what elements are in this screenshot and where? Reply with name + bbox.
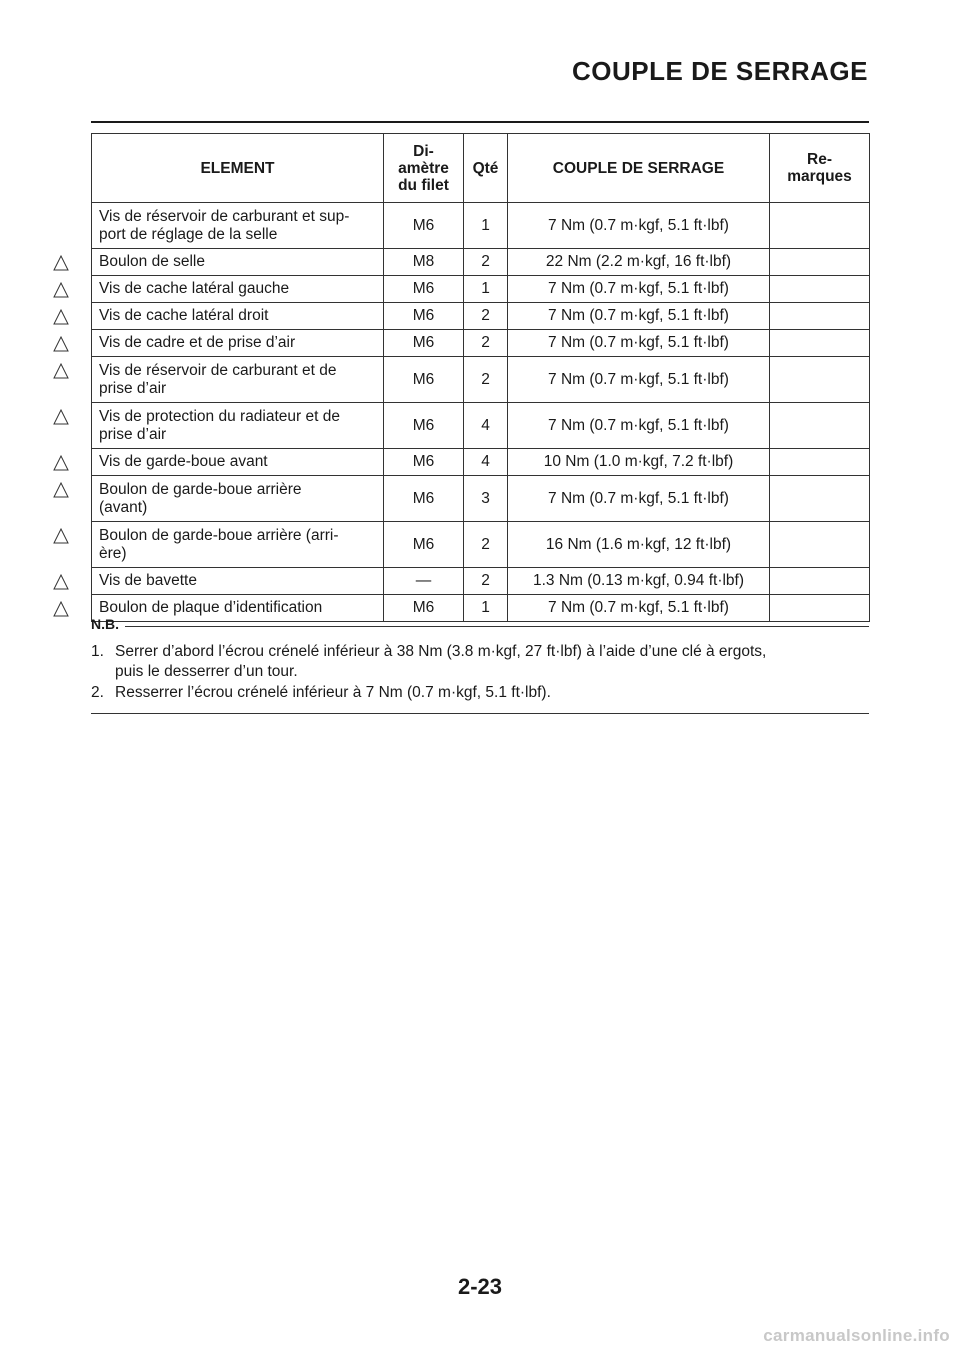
- cell-qty: 4: [464, 449, 508, 476]
- triangle-outline-icon: [53, 455, 69, 471]
- cell-diameter: M6: [384, 303, 464, 330]
- cell-qty: 2: [464, 249, 508, 276]
- triangle-outline-icon: [53, 574, 69, 590]
- cell-diameter: M6: [384, 276, 464, 303]
- col-header-torque: COUPLE DE SERRAGE: [508, 134, 770, 203]
- cell-remarks: [770, 522, 870, 568]
- cell-qty: 1: [464, 203, 508, 249]
- cell-torque: 7 Nm (0.7 m·kgf, 5.1 ft·lbf): [508, 203, 770, 249]
- table-row: [92, 330, 870, 357]
- cell-qty: 2: [464, 303, 508, 330]
- cell-element: Boulon de selle: [92, 249, 384, 276]
- cell-remarks: [770, 449, 870, 476]
- triangle-outline-icon: [53, 409, 69, 425]
- cell-qty: 2: [464, 522, 508, 568]
- cell-element: Boulon de garde-boue arrière (avant): [92, 476, 384, 522]
- cell-torque: 10 Nm (1.0 m·kgf, 7.2 ft·lbf): [508, 449, 770, 476]
- cell-element: Boulon de plaque d’identification: [92, 595, 384, 622]
- note-item-number: 1.: [91, 643, 104, 660]
- cell-qty: 1: [464, 276, 508, 303]
- table-row: [92, 303, 870, 330]
- cell-remarks: [770, 330, 870, 357]
- cell-element: Vis de protection du radiateur et de prise d’air: [92, 403, 384, 449]
- table-row: [92, 476, 870, 522]
- cell-element: Vis de garde-boue avant: [92, 449, 384, 476]
- note-rule: [125, 626, 869, 627]
- note-section: [91, 616, 869, 714]
- watermark: carmanualsonline.info: [763, 1326, 950, 1345]
- table-header-row: [92, 134, 870, 203]
- cell-remarks: [770, 357, 870, 403]
- table-row: [92, 357, 870, 403]
- cell-remarks: [770, 276, 870, 303]
- cell-torque: 7 Nm (0.7 m·kgf, 5.1 ft·lbf): [508, 330, 770, 357]
- cell-torque: 7 Nm (0.7 m·kgf, 5.1 ft·lbf): [508, 276, 770, 303]
- triangle-outline-icon: [53, 309, 69, 325]
- cell-element: Vis de cadre et de prise d’air: [92, 330, 384, 357]
- cell-torque: 7 Nm (0.7 m·kgf, 5.1 ft·lbf): [508, 303, 770, 330]
- col-header-element: ELEMENT: [92, 134, 384, 203]
- cell-torque: 7 Nm (0.7 m·kgf, 5.1 ft·lbf): [508, 357, 770, 403]
- cell-element: Vis de réservoir de carburant et sup- port de réglage de la selle: [92, 203, 384, 249]
- cell-qty: 2: [464, 330, 508, 357]
- table-row: [92, 276, 870, 303]
- cell-remarks: [770, 568, 870, 595]
- cell-element: Vis de cache latéral gauche: [92, 276, 384, 303]
- table-row: [92, 568, 870, 595]
- cell-remarks: [770, 403, 870, 449]
- cell-qty: 2: [464, 568, 508, 595]
- cell-diameter: M6: [384, 330, 464, 357]
- cell-remarks: [770, 203, 870, 249]
- cell-diameter: M6: [384, 203, 464, 249]
- note-item-number: 2.: [91, 684, 104, 701]
- cell-torque: 7 Nm (0.7 m·kgf, 5.1 ft·lbf): [508, 403, 770, 449]
- triangle-outline-icon: [53, 363, 69, 379]
- col-header-qty: Qté: [464, 134, 508, 203]
- note-label: N.B.: [91, 616, 119, 632]
- cell-remarks: [770, 303, 870, 330]
- cell-element: Vis de cache latéral droit: [92, 303, 384, 330]
- table-row: [92, 522, 870, 568]
- note-item-text: Serrer d’abord l’écrou crénelé inférieur à 38 Nm (3.8 m·kgf, 27 ft·lbf) à l’aide d’une clé à ergots, puis le desserrer d’un tour.: [115, 643, 767, 680]
- cell-diameter: —: [384, 568, 464, 595]
- header-rule: [91, 121, 869, 123]
- triangle-outline-icon: [53, 601, 69, 617]
- cell-diameter: M6: [384, 449, 464, 476]
- cell-diameter: M6: [384, 522, 464, 568]
- cell-torque: 22 Nm (2.2 m·kgf, 16 ft·lbf): [508, 249, 770, 276]
- triangle-outline-icon: [53, 528, 69, 544]
- table-row: [92, 449, 870, 476]
- cell-remarks: [770, 476, 870, 522]
- cell-torque: 7 Nm (0.7 m·kgf, 5.1 ft·lbf): [508, 595, 770, 622]
- page-number: 2-23: [457, 1274, 503, 1299]
- cell-diameter: M6: [384, 595, 464, 622]
- cell-qty: 2: [464, 357, 508, 403]
- note-item-text: Resserrer l’écrou crénelé inférieur à 7 Nm (0.7 m·kgf, 5.1 ft·lbf).: [115, 684, 551, 701]
- table-row: [92, 249, 870, 276]
- triangle-outline-icon: [53, 336, 69, 352]
- triangle-outline-icon: [53, 482, 69, 498]
- triangle-outline-icon: [53, 255, 69, 271]
- table-row: [92, 203, 870, 249]
- cell-diameter: M6: [384, 403, 464, 449]
- cell-torque: 16 Nm (1.6 m·kgf, 12 ft·lbf): [508, 522, 770, 568]
- cell-element: Vis de bavette: [92, 568, 384, 595]
- table-row: [92, 403, 870, 449]
- cell-qty: 3: [464, 476, 508, 522]
- triangle-outline-icon: [53, 282, 69, 298]
- page-title: COUPLE DE SERRAGE: [572, 56, 868, 86]
- cell-torque: 1.3 Nm (0.13 m·kgf, 0.94 ft·lbf): [508, 568, 770, 595]
- cell-remarks: [770, 249, 870, 276]
- cell-diameter: M6: [384, 476, 464, 522]
- note-end-rule: [91, 713, 869, 714]
- cell-diameter: M6: [384, 357, 464, 403]
- cell-element: Boulon de garde-boue arrière (arri- ère): [92, 522, 384, 568]
- cell-torque: 7 Nm (0.7 m·kgf, 5.1 ft·lbf): [508, 476, 770, 522]
- note-item: [91, 642, 869, 682]
- torque-table: [91, 133, 870, 622]
- cell-qty: 1: [464, 595, 508, 622]
- col-header-diameter: Di- amètre du filet: [384, 134, 464, 203]
- note-item: [91, 683, 869, 703]
- col-header-remarks: Re- marques: [770, 134, 870, 203]
- cell-diameter: M8: [384, 249, 464, 276]
- cell-element: Vis de réservoir de carburant et de prise d’air: [92, 357, 384, 403]
- cell-qty: 4: [464, 403, 508, 449]
